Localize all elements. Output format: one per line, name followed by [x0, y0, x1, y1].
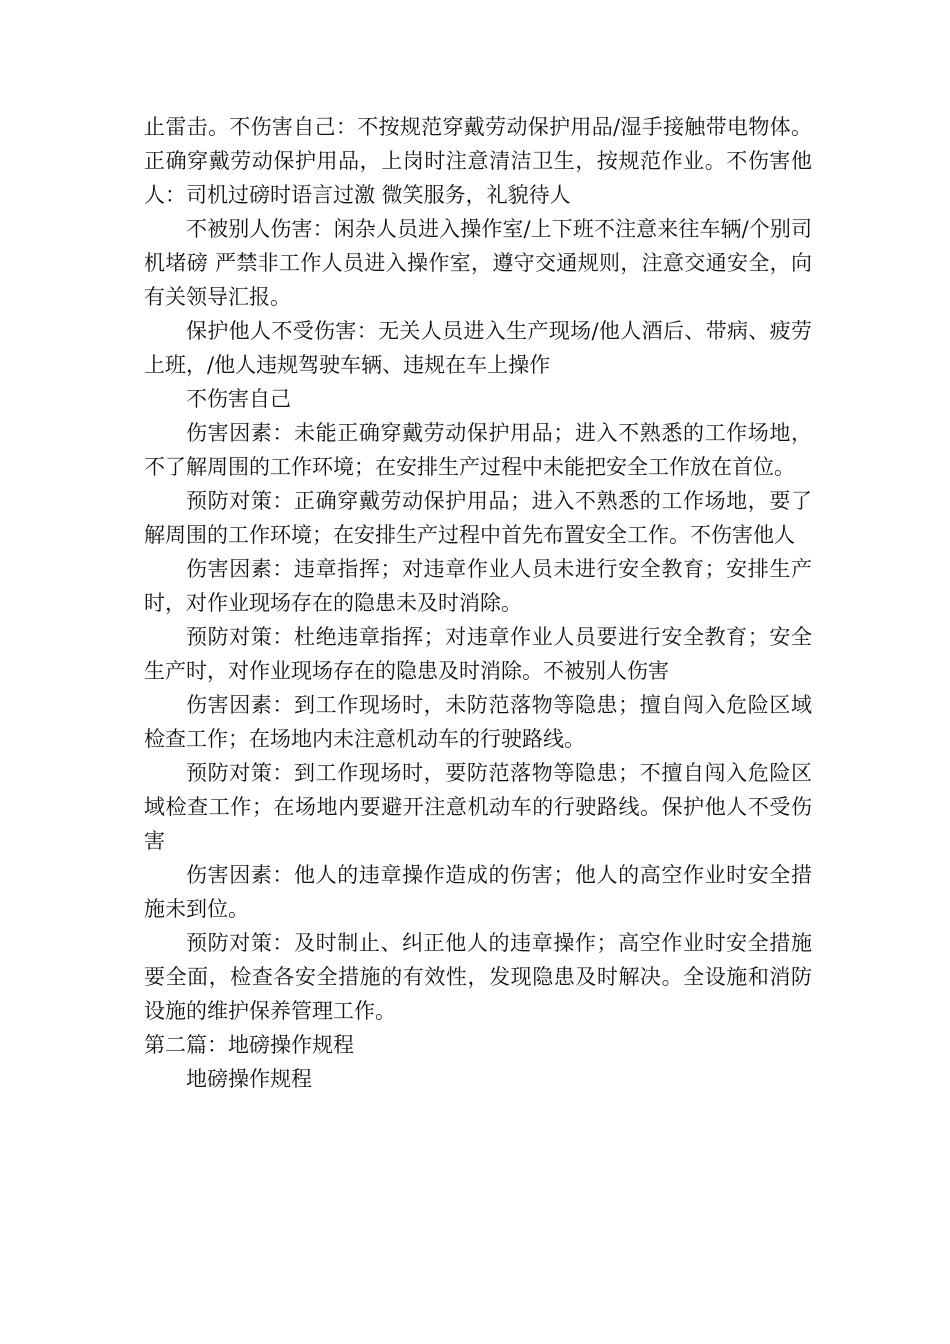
paragraph-9: 伤害因素：到工作现场时，未防范落物等隐患；擅自闯入危险区域检查工作；在场地内未注意机动车的行驶路线。 [144, 693, 812, 751]
section-subheading: 地磅操作规程 [186, 1067, 312, 1091]
paragraph-10: 预防对策：到工作现场时，要防范落物等隐患；不擅自闯入危险区域检查工作；在场地内要避开注意机动车的行驶路线。保护他人不受伤害 [144, 761, 812, 853]
paragraph-4: 不伤害自己 [186, 387, 291, 411]
document-page [144, 110, 812, 1096]
paragraph-5: 伤害因素：未能正确穿戴劳动保护用品；进入不熟悉的工作场地，不了解周围的工作环境；在安排生产过程中未能把安全工作放在首位。 [144, 421, 812, 479]
paragraph-3: 保护他人不受伤害：无关人员进入生产现场/他人酒后、带病、疲劳上班，/他人违规驾驶车辆、违规在车上操作 [144, 319, 812, 377]
paragraph-2: 不被别人伤害：闲杂人员进入操作室/上下班不注意来往车辆/个别司机堵磅 严禁非工作人员进入操作室，遵守交通规则，注意交通安全，向有关领导汇报。 [144, 217, 812, 309]
section-heading: 第二篇：地磅操作规程 [144, 1033, 354, 1057]
paragraph-8: 预防对策：杜绝违章指挥；对违章作业人员要进行安全教育；安全生产时，对作业现场存在的隐患及时消除。不被别人伤害 [144, 625, 812, 683]
paragraph-1: 止雷击。不伤害自己：不按规范穿戴劳动保护用品/湿手接触带电物体。正确穿戴劳动保护用品，上岗时注意清洁卫生，按规范作业。不伤害他人：司机过磅时语言过激 微笑服务，礼貌待人 [144, 115, 812, 207]
paragraph-6: 预防对策：正确穿戴劳动保护用品；进入不熟悉的工作场地，要了解周围的工作环境；在安排生产过程中首先布置安全工作。不伤害他人 [144, 489, 812, 547]
paragraph-7: 伤害因素：违章指挥；对违章作业人员未进行安全教育；安排生产时，对作业现场存在的隐患未及时消除。 [144, 557, 812, 615]
paragraph-11: 伤害因素：他人的违章操作造成的伤害；他人的高空作业时安全措施未到位。 [144, 863, 812, 921]
paragraph-12: 预防对策：及时制止、纠正他人的违章操作；高空作业时安全措施要全面，检查各安全措施的有效性，发现隐患及时解决。全设施和消防设施的维护保养管理工作。 [144, 931, 812, 1023]
